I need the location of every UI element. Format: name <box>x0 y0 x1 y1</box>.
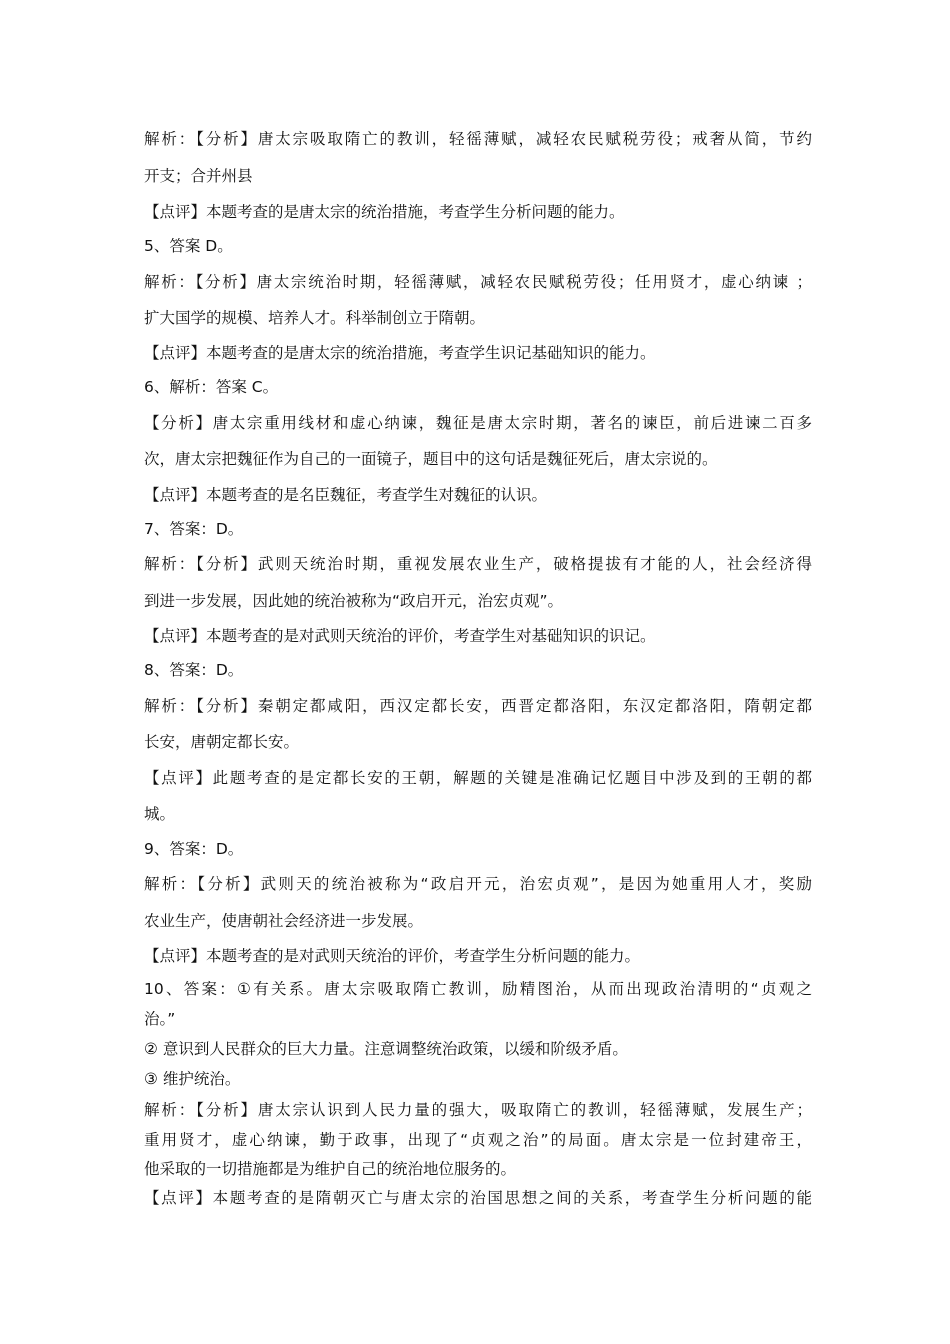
text-line: 【点评】此题考查的是定都长安的王朝，解题的关键是准确记忆题目中涉及到的王朝的都 <box>144 769 812 787</box>
text-line: 解析：【分析】唐太宗统治时期，轻徭薄赋，减轻农民赋税劳役；任用贤才，虚心纳谏 ； <box>144 273 812 291</box>
text-line: 【点评】本题考查的是对武则天统治的评价，考查学生对基础知识的识记。 <box>144 627 656 645</box>
text-line: 5、答案 D。 <box>144 237 233 255</box>
text-line: 扩大国学的规模、培养人才。科举制创立于隋朝。 <box>144 309 486 327</box>
text-line: 【点评】本题考查的是唐太宗的统治措施，考查学生分析问题的能力。 <box>144 203 625 221</box>
text-line: 解析：【分析】唐太宗认识到人民力量的强大，吸取隋亡的教训，轻徭薄赋，发展生产； <box>144 1101 812 1119</box>
text-line: 8、答案：D。 <box>144 661 244 679</box>
text-line: 【分析】唐太宗重用线材和虚心纳谏，魏征是唐太宗时期，著名的谏臣，前后进谏二百多 <box>144 414 812 432</box>
text-line: 【点评】本题考查的是隋朝灭亡与唐太宗的治国思想之间的关系，考查学生分析问题的能 <box>144 1189 812 1207</box>
text-line: 他采取的一切措施都是为维护自己的统治地位服务的。 <box>144 1160 517 1178</box>
text-line: ③ 维护统治。 <box>144 1070 241 1088</box>
text-line: 【点评】本题考查的是名臣魏征，考查学生对魏征的认识。 <box>144 486 548 504</box>
text-line: 次，唐太宗把魏征作为自己的一面镜子，题目中的这句话是魏征死后，唐太宗说的。 <box>144 450 718 468</box>
text-line: 解析：【分析】唐太宗吸取隋亡的教训，轻徭薄赋，减轻农民赋税劳役；戒奢从简，节约 <box>144 130 812 148</box>
text-line: 城。 <box>144 805 176 823</box>
text-line: 【点评】本题考查的是唐太宗的统治措施，考查学生识记基础知识的能力。 <box>144 344 656 362</box>
text-line: 解析：【分析】秦朝定都咸阳，西汉定都长安，西晋定都洛阳，东汉定都洛阳，隋朝定都 <box>144 697 812 715</box>
text-line: 到进一步发展，因此她的统治被称为“政启开元，治宏贞观”。 <box>144 592 564 610</box>
text-line: 解析：【分析】武则天统治时期，重视发展农业生产，破格提拔有才能的人，社会经济得 <box>144 555 812 573</box>
text-line: 10、答案：①有关系。唐太宗吸取隋亡教训，励精图治，从而出现政治清明的“贞观之 <box>144 980 812 998</box>
text-line: 治。” <box>144 1010 176 1028</box>
text-line: 6、解析：答案 C。 <box>144 378 279 396</box>
text-line: 解析：【分析】武则天的统治被称为“政启开元，治宏贞观”，是因为她重用人才，奖励 <box>144 875 812 893</box>
text-line: 重用贤才，虚心纳谏，勤于政事，出现了“贞观之治”的局面。唐太宗是一位封建帝王， <box>144 1131 812 1149</box>
text-line: 开支；合并州县 <box>144 167 253 185</box>
text-line: 【点评】本题考查的是对武则天统治的评价，考查学生分析问题的能力。 <box>144 947 641 965</box>
text-line: 农业生产，使唐朝社会经济进一步发展。 <box>144 912 424 930</box>
text-line: 长安，唐朝定都长安。 <box>144 733 300 751</box>
text-line: ② 意识到人民群众的巨大力量。注意调整统治政策，以缓和阶级矛盾。 <box>144 1040 628 1058</box>
text-line: 7、答案：D。 <box>144 520 244 538</box>
text-line: 9、答案：D。 <box>144 840 244 858</box>
